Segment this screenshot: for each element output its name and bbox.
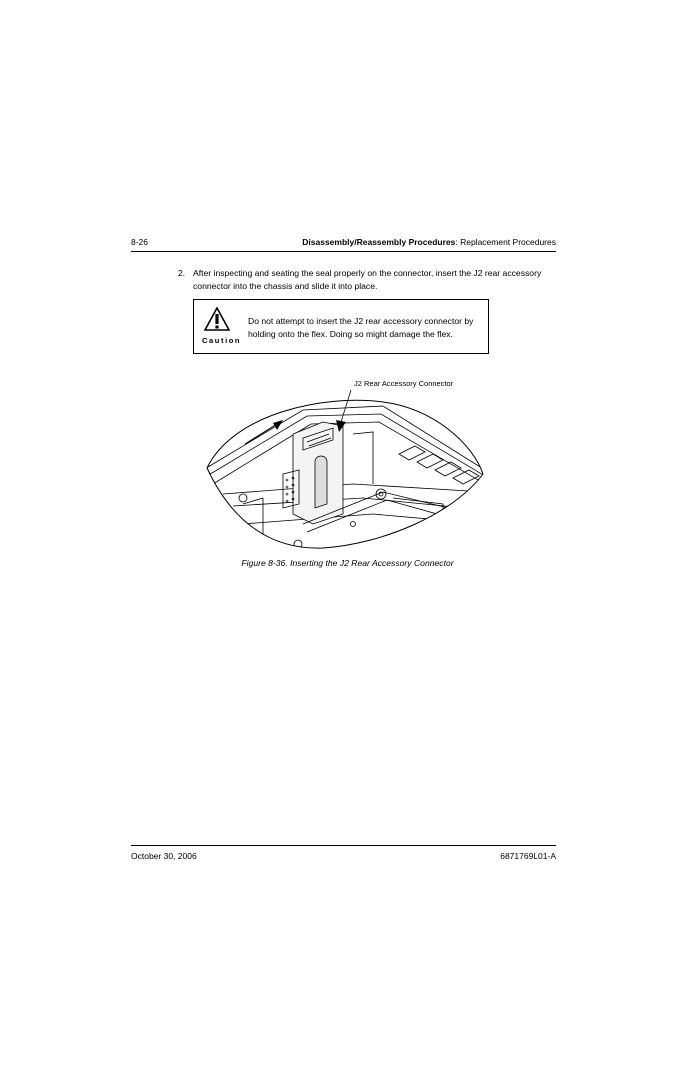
chassis-drawing bbox=[203, 406, 485, 548]
running-header-subsection: : Replacement Procedures bbox=[455, 237, 556, 247]
header-rule bbox=[131, 251, 556, 252]
running-header-section: Disassembly/Reassembly Procedures bbox=[302, 237, 456, 247]
callout-leader bbox=[336, 390, 351, 432]
running-header bbox=[302, 237, 556, 247]
warning-triangle-icon bbox=[204, 307, 230, 331]
step-text: After inspecting and seating the seal properly on the connector, insert the J2 rear accessory connector into the chassis and slide it into place. bbox=[193, 268, 542, 291]
footer-rule bbox=[131, 845, 556, 846]
footer-doc-number: 6871769L01-A bbox=[500, 851, 556, 861]
caution-label: Caution bbox=[202, 336, 242, 345]
page-number: 8-26 bbox=[131, 237, 149, 247]
figure-j2-connector-illustration bbox=[203, 374, 485, 554]
caution-box bbox=[193, 299, 489, 354]
callout-label: J2 Rear Accessory Connector bbox=[354, 379, 454, 388]
insertion-arrow bbox=[245, 420, 283, 444]
caution-text: Do not attempt to insert the J2 rear accessory connector by holding onto the flex. Doing so might damage the flex. bbox=[248, 316, 474, 339]
figure-caption: Figure 8-36. Inserting the J2 Rear Accessory Connector bbox=[241, 558, 454, 568]
footer-date: October 30, 2006 bbox=[131, 851, 197, 861]
step-number: 2. bbox=[178, 268, 186, 278]
